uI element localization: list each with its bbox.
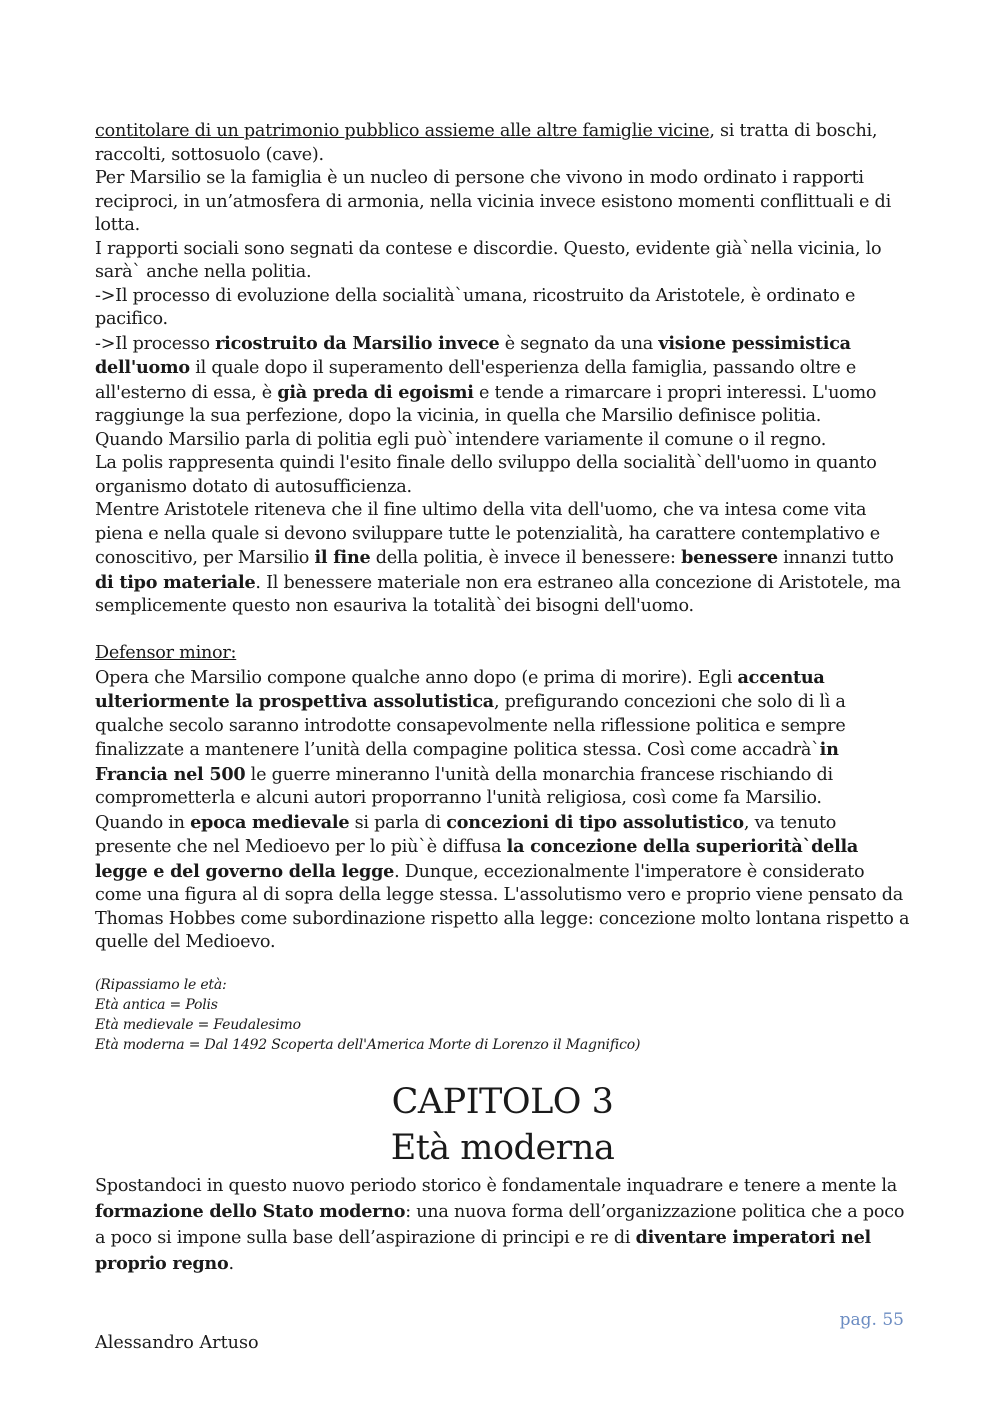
paragraph <box>95 811 910 955</box>
text-span: . Il benessere materiale non era estraneo alla concezione di Aristotele, ma semplicemente questo non esauriva la totalità`dei bisogni dell'uomo. <box>95 572 901 616</box>
text-span: e tende a rimarcare i propri interessi. L'uomo raggiunge la sua perfezione, dopo la vicinia, in quella che Marsilio definisce politia. <box>95 382 877 426</box>
review-note <box>95 975 910 1055</box>
bold-text: epoca medievale <box>190 811 350 833</box>
bold-text: di tipo materiale <box>95 571 256 593</box>
bold-text: formazione dello Stato moderno <box>95 1200 406 1222</box>
paragraph <box>95 666 910 811</box>
bold-text: diventare imperatori nel proprio regno <box>95 1226 871 1274</box>
note-line: Età medievale = Feudalesimo <box>95 1016 301 1033</box>
text-span: il quale dopo il superamento dell'esperienza della famiglia, passando oltre e all'esterno di essa, è <box>95 358 857 403</box>
spacer <box>95 619 910 643</box>
chapter-intro <box>95 1173 910 1277</box>
note-line: Età antica = Polis <box>95 996 218 1013</box>
section-heading-defensor-minor: Defensor minor: <box>95 643 237 663</box>
chapter-number: CAPITOLO 3 <box>391 1081 614 1122</box>
text-span: . <box>228 1253 234 1274</box>
bold-text: in Francia nel 500 <box>95 739 839 785</box>
bold-text: accentua ulteriormente la prospettiva assolutistica <box>95 666 825 712</box>
text-span: si parla di <box>349 812 447 833</box>
bold-text: il fine <box>314 547 371 568</box>
text-span: : una nuova forma dell’organizzazione politica che a poco a poco si impone sulla base dell’aspirazione di principi e re di <box>95 1201 905 1248</box>
paragraph: La polis rappresenta quindi l'esito finale dello sviluppo della socialità`dell'uomo in quanto organismo dotato di autosufficienza. <box>95 453 877 497</box>
paragraph: Per Marsilio se la famiglia è un nucleo di persone che vivono in modo ordinato i rapporti reciproci, in un’atmosfera di armonia, nella vicinia invece esistono momenti conflittuali e di lotta. <box>95 168 891 235</box>
text-span: ->Il processo <box>95 333 216 354</box>
bold-text: già preda di egoismi <box>277 381 474 403</box>
text-span: , prefigurando concezioni che solo di lì a qualche secolo saranno introdotte consapevolmente nella riflessione politica e sempre finalizzate a mantenere l’unità della compagine politica stessa. Così come accadrà` <box>95 692 846 760</box>
paragraph: Quando Marsilio parla di politia egli può`intendere variamente il comune o il regno. <box>95 429 827 450</box>
bold-text: concezioni di tipo assolutistico <box>446 811 744 833</box>
bold-text: la concezione della superiorità`della legge e del governo della legge <box>95 836 859 882</box>
text-span: della politia, è invece il benessere: <box>370 548 682 568</box>
text-span: innanzi tutto <box>777 548 894 568</box>
bold-text: benessere <box>681 547 778 568</box>
paragraph <box>95 120 910 167</box>
body-text <box>95 120 910 955</box>
underlined-text: contitolare di un patrimonio pubblico assieme alle altre famiglie vicine <box>95 121 710 141</box>
text-span: è segnato da una <box>499 333 659 354</box>
paragraph <box>95 332 910 429</box>
text-span: Mentre Aristotele riteneva che il fine ultimo della vita dell'uomo, che va intesa come vita piena e nella quale si devono sviluppare tutte le potenzialità, ha carattere contemplativo e conoscitivo, per Marsilio <box>95 500 880 568</box>
chapter-heading <box>95 1079 910 1171</box>
bold-text: ricostruito da Marsilio invece <box>215 332 500 354</box>
bold-text: visione pessimistica dell'uomo <box>95 332 851 378</box>
page-number: pag. 55 <box>839 1310 904 1330</box>
note-line: (Ripassiamo le età: <box>95 976 227 993</box>
paragraph: ->Il processo di evoluzione della socialità`umana, ricostruito da Aristotele, è ordinato e pacifico. <box>95 285 856 329</box>
text-span: , va tenuto presente che nel Medioevo per lo più`è diffusa <box>95 812 837 857</box>
page-content <box>95 120 910 1277</box>
text-span: le guerre mineranno l'unità della monarchia francese rischiando di comprometterla e alcuni autori proporranno l'unità religiosa, così come fa Marsilio. <box>95 764 833 808</box>
note-line: Età moderna = Dal 1492 Scoperta dell'America Morte di Lorenzo il Magnifico) <box>95 1036 641 1053</box>
text-span: Spostandoci in questo nuovo periodo storico è fondamentale inquadrare e tenere a mente la <box>95 1175 898 1196</box>
text-span: Opera che Marsilio compone qualche anno dopo (e prima di morire). Egli <box>95 667 738 688</box>
text-span: Quando in <box>95 812 191 833</box>
text-span: . Dunque, eccezionalmente l'imperatore è considerato come una figura al di sopra della legge stessa. L'assolutismo vero e proprio viene pensato da Thomas Hobbes come subordinazione rispetto alla legge: concezione molto lontana rispetto a quelle del Medioevo. <box>95 861 910 952</box>
text-span: , si tratta di boschi, raccolti, sottosuolo (cave). <box>95 121 878 165</box>
chapter-title: Età moderna <box>390 1127 615 1168</box>
paragraph <box>95 1173 910 1277</box>
paragraph: I rapporti sociali sono segnati da contese e discordie. Questo, evidente già`nella vicinia, lo sarà` anche nella politia. <box>95 238 882 282</box>
paragraph <box>95 499 910 619</box>
author-name: Alessandro Artuso <box>95 1333 259 1353</box>
